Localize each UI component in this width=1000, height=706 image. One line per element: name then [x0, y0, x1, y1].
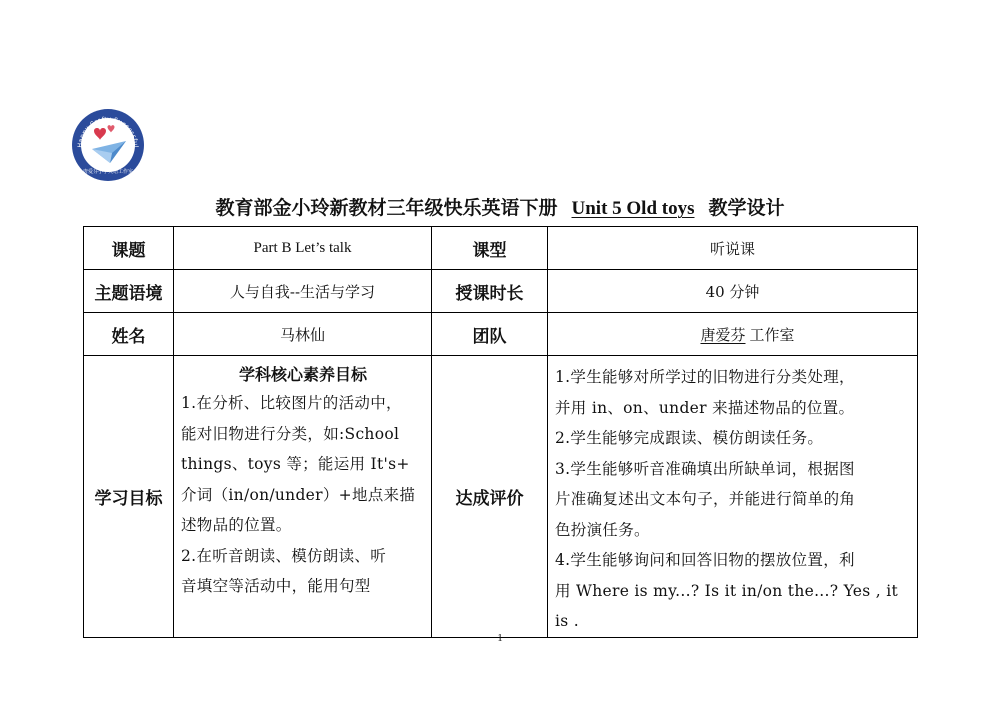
eval-line: 并用 in、on、under 来描述物品的位置。 [555, 398, 855, 417]
context-value: 人与自我--生活与学习 [174, 270, 432, 313]
goals-line: 音填空等活动中，能用句型 [181, 577, 371, 595]
core-title: 学科核心素养目标 [238, 365, 367, 384]
table-row [84, 313, 918, 356]
title-suffix: 教学设计 [708, 197, 785, 219]
goals-line: 能对旧物进行分类，如:School [181, 424, 400, 443]
table-row [84, 227, 918, 270]
page-number: 1 [497, 632, 503, 644]
eval-line: 色扮演任务。 [555, 520, 650, 539]
team-value [548, 313, 918, 356]
studio-logo [70, 107, 146, 183]
eval-label: 达成评价 [432, 356, 548, 638]
lesson-value: Part B Let’s talk [174, 227, 432, 270]
eval-line: 4.学生能够询问和回答旧物的摆放位置，利 [555, 551, 855, 569]
goals-line: 述物品的位置。 [181, 516, 292, 534]
logo-arc-text: Happy Crafty Successful [76, 115, 140, 148]
goals-line: 介词（in/on/under）+地点来描 [181, 485, 416, 504]
team-label: 团队 [432, 313, 548, 356]
team-name: 唐爱芬 [700, 325, 746, 344]
goals-line: 2.在听音朗读、模仿朗读、听 [181, 546, 386, 565]
table-row [84, 356, 918, 638]
title-unit: Unit 5 Old toys [571, 198, 695, 219]
eval-line: 用 Where is my...? Is it in/on the...? Yes , it is . [555, 581, 898, 630]
table-row [84, 270, 918, 313]
eval-cell [548, 356, 918, 638]
eval-line: 1.学生能够对所学过的旧物进行分类处理， [555, 368, 855, 386]
goals-label: 学习目标 [84, 356, 174, 638]
title-prefix: 教育部金小玲新教材三年级快乐英语下册 [215, 197, 558, 219]
goals-line: things、toys 等；能运用 It's+ [181, 455, 410, 473]
lesson-label: 课题 [84, 227, 174, 270]
duration-label: 授课时长 [432, 270, 548, 313]
lesson-plan-table [83, 226, 918, 638]
name-value: 马林仙 [174, 313, 432, 356]
eval-line: 2.学生能够完成跟读、模仿朗读任务。 [555, 429, 824, 447]
team-suffix: 工作室 [749, 325, 795, 344]
logo-bottom-text: 唐爱芬小学英语工作室 [82, 169, 134, 175]
goals-cell [174, 356, 432, 638]
context-label: 主题语境 [84, 270, 174, 313]
goals-line: 1.在分析、比较图片的活动中， [181, 394, 402, 412]
eval-line: 3.学生能够听音准确填出所缺单词，根据图 [555, 459, 855, 478]
type-label: 课型 [432, 227, 548, 270]
document-title [83, 193, 917, 220]
type-value: 听说课 [548, 227, 918, 270]
name-label: 姓名 [84, 313, 174, 356]
duration-value: 40 分钟 [548, 270, 918, 313]
eval-line: 片准确复述出文本句子，并能进行简单的角 [555, 490, 856, 508]
